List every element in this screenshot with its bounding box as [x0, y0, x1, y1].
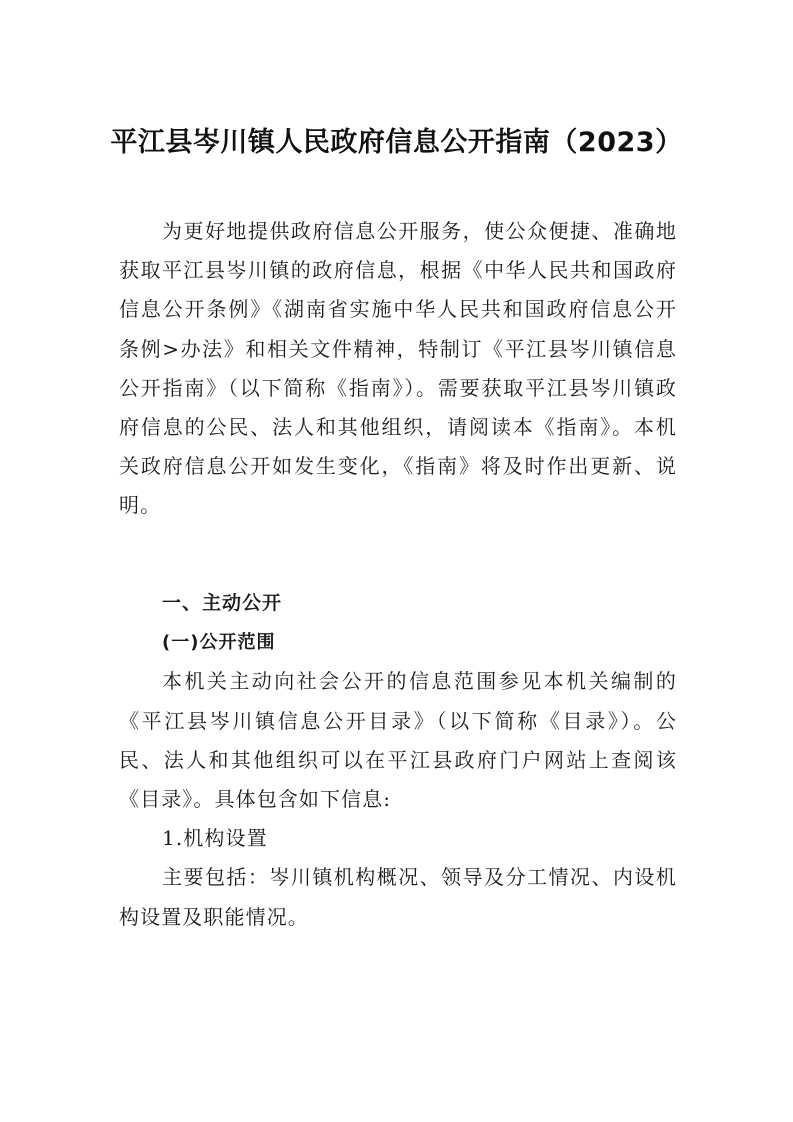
section-heading: 一、主动公开 [162, 592, 283, 614]
page-title: 平江县岑川镇人民政府信息公开指南（2023） [110, 127, 683, 159]
item-text: 主要包括：岑川镇机构概况、领导及分工情况、内设机构设置及职能情况。 [119, 865, 677, 929]
subsection-paragraph: 本机关主动向社会公开的信息范围参见本机关编制的《平江县岑川镇信息公开目录》（以下简称《目录》）。公民、法人和其他组织可以在平江县政府门户网站上查阅该《目录》。具体包含如下信息: [119, 669, 677, 812]
section-1 [119, 584, 677, 937]
intro-paragraph: 为更好地提供政府信息公开服务，使公众便捷、准确地获取平江县岑川镇的政府信息，根据《中华人民共和国政府信息公开条例》《湖南省实施中华人民共和国政府信息公开条例>办法》和相关文件精神，特制订《平江县岑川镇信息公开指南》（以下简称《指南》）。需要获取平江县岑川镇政府信息的公民、法人和其他组织，请阅读本《指南》。本机关政府信息公开如发生变化，《指南》将及时作出更新、说明。 [119, 219, 677, 518]
item-title: 1.机构设置 [162, 826, 268, 851]
subsection-heading: (一)公开范围 [162, 632, 276, 654]
intro-block [119, 212, 677, 526]
